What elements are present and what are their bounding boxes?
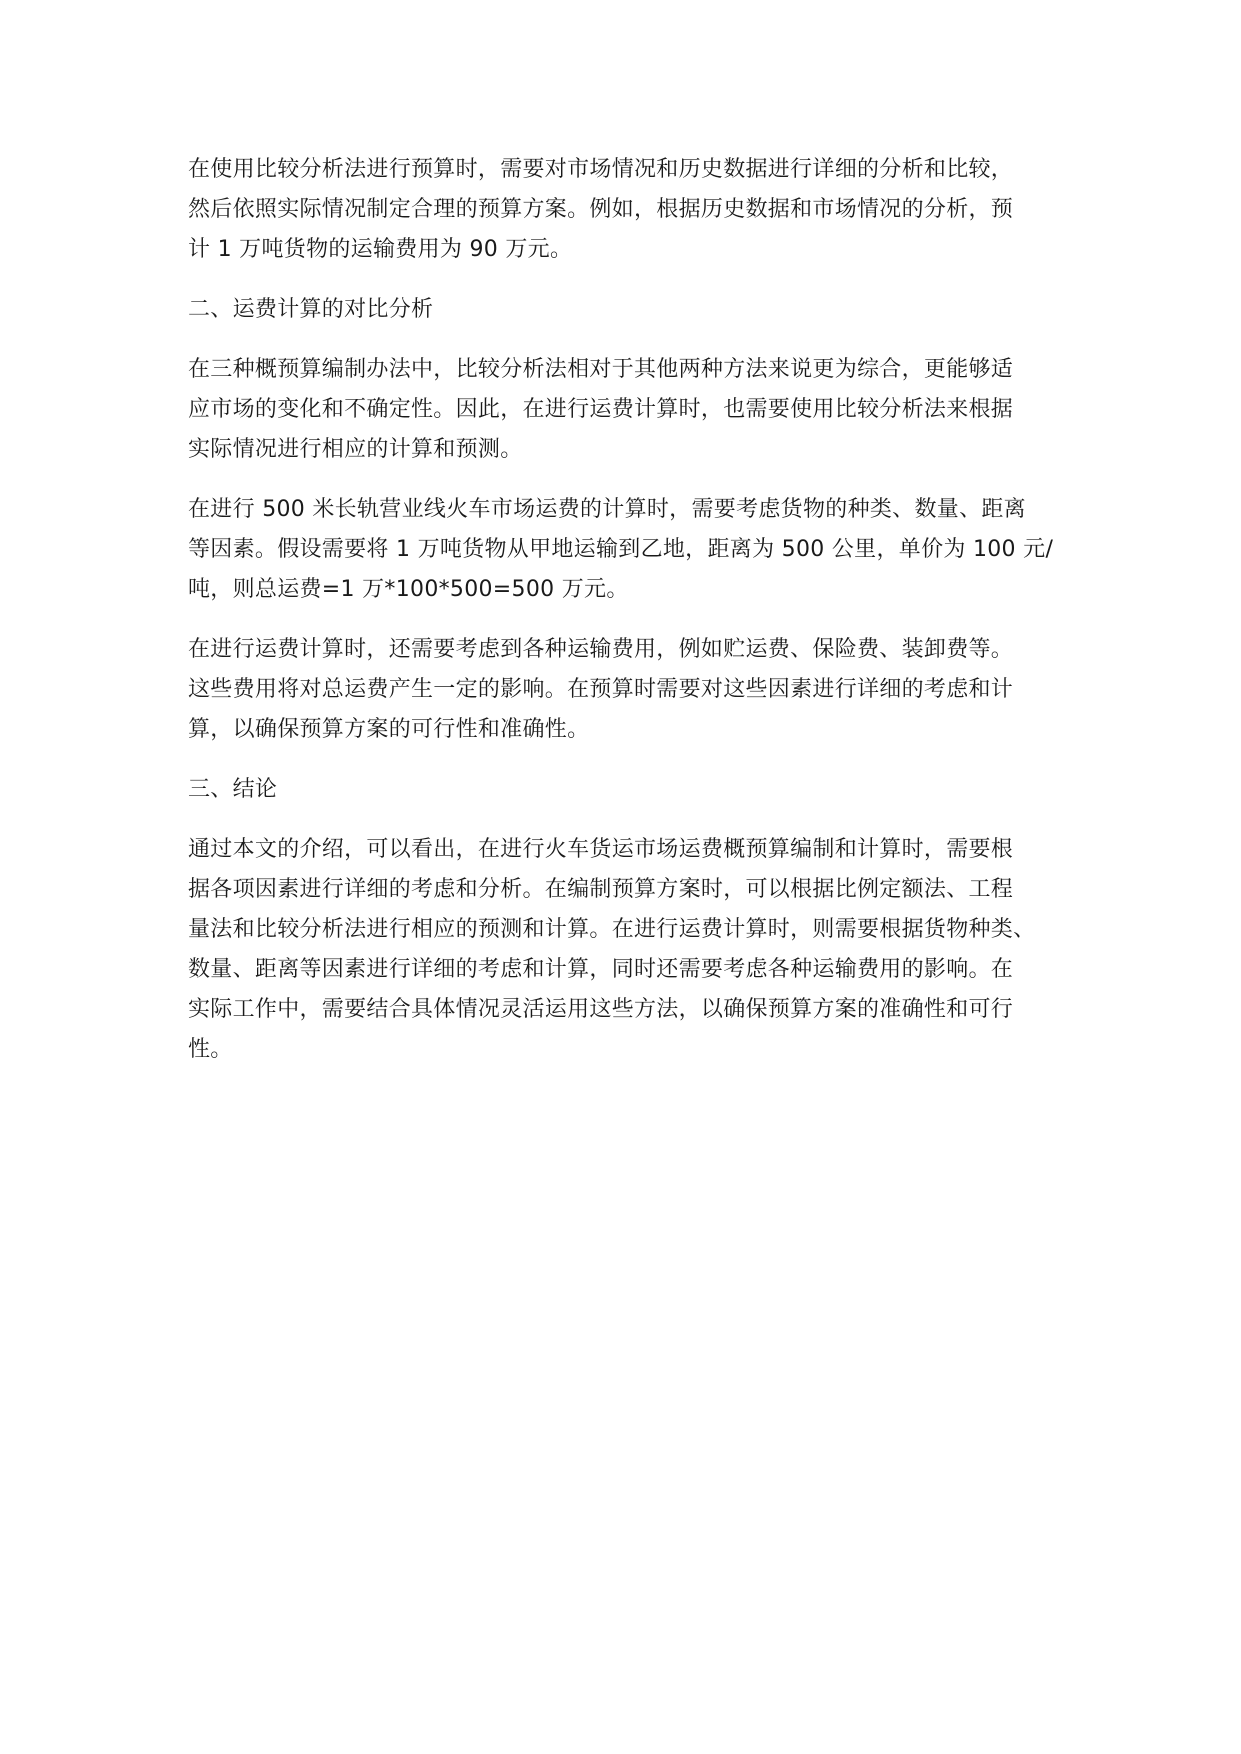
text-line: 实际工作中，需要结合具体情况灵活运用这些方法，以确保预算方案的准确性和可行 (188, 997, 1014, 1022)
text-line: 据各项因素进行详细的考虑和分析。在编制预算方案时，可以根据比例定额法、工程 (188, 877, 1014, 902)
text-line: 计 1 万吨货物的运输费用为 90 万元。 (188, 237, 573, 262)
document-body (188, 150, 1068, 1090)
text-line: 在进行运费计算时，还需要考虑到各种运输费用，例如贮运费、保险费、装卸费等。 (188, 637, 1014, 662)
paragraph-conclusion (188, 830, 1068, 1070)
paragraph-budget-comparison (188, 150, 1068, 270)
text-line: 算，以确保预算方案的可行性和准确性。 (188, 717, 590, 742)
section-heading-conclusion: 三、结论 (188, 777, 278, 802)
text-line: 这些费用将对总运费产生一定的影响。在预算时需要对这些因素进行详细的考虑和计 (188, 677, 1014, 702)
text-line: 性。 (188, 1037, 233, 1062)
text-line: 在进行 500 米长轨营业线火车市场运费的计算时，需要考虑货物的种类、数量、距离 (188, 497, 1026, 522)
text-line: 等因素。假设需要将 1 万吨货物从甲地运输到乙地，距离为 500 公里，单价为 100 元/ (188, 537, 1054, 562)
text-line: 吨，则总运费=1 万*100*500=500 万元。 (188, 577, 629, 602)
text-line: 在三种概预算编制办法中，比较分析法相对于其他两种方法来说更为综合，更能够适 (188, 357, 1014, 382)
text-line: 通过本文的介绍，可以看出，在进行火车货运市场运费概预算编制和计算时，需要根 (188, 837, 1014, 862)
paragraph-additional-costs (188, 630, 1068, 750)
text-line: 实际情况进行相应的计算和预测。 (188, 437, 523, 462)
text-line: 量法和比较分析法进行相应的预测和计算。在进行运费计算时，则需要根据货物种类、 (188, 917, 1036, 942)
paragraph-method-overview (188, 350, 1068, 470)
text-line: 数量、距离等因素进行详细的考虑和计算，同时还需要考虑各种运输费用的影响。在 (188, 957, 1014, 982)
text-line: 然后依照实际情况制定合理的预算方案。例如，根据历史数据和市场情况的分析，预 (188, 197, 1014, 222)
paragraph-freight-calculation (188, 490, 1068, 610)
text-line: 应市场的变化和不确定性。因此，在进行运费计算时，也需要使用比较分析法来根据 (188, 397, 1014, 422)
section-heading-freight-comparison: 二、运费计算的对比分析 (188, 297, 434, 322)
text-line: 在使用比较分析法进行预算时，需要对市场情况和历史数据进行详细的分析和比较， (188, 157, 1014, 182)
